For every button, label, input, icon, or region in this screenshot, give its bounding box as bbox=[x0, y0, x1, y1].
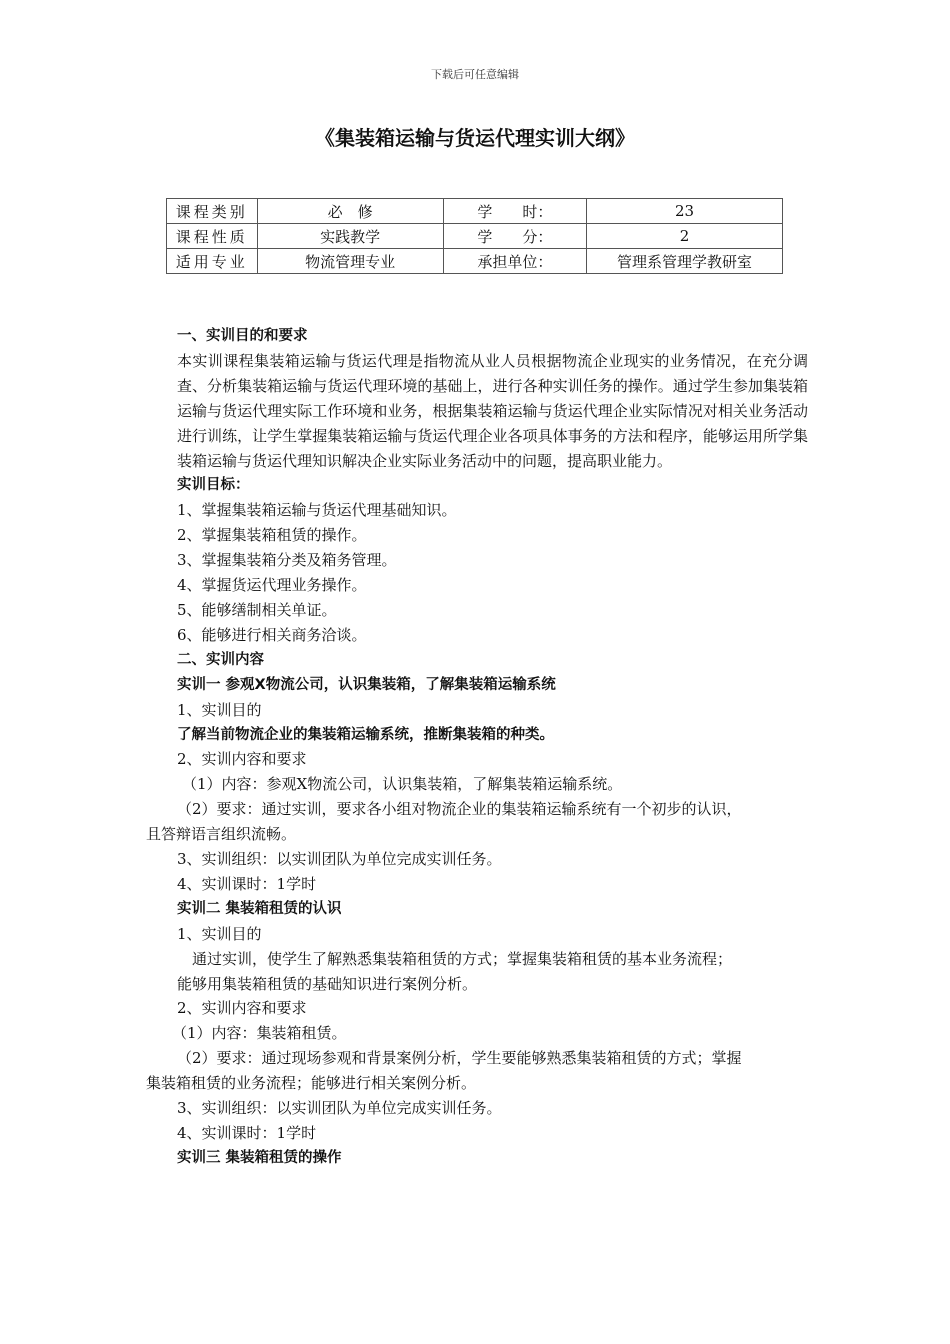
document-body bbox=[146, 324, 808, 1171]
purpose-text: 通过实训，使学生了解熟悉集装箱租赁的方式；掌握集装箱租赁的基本业务流程； bbox=[192, 949, 733, 968]
organization-text: 3、实训组织：以实训团队为单位完成实训任务。 bbox=[177, 1099, 502, 1118]
table-cell: 承担单位： bbox=[443, 249, 586, 274]
purpose-label: 1、实训目的 bbox=[177, 700, 262, 719]
purpose-text-cont: 能够用集装箱租赁的基础知识进行案例分析。 bbox=[177, 974, 478, 993]
goal-item: 6、能够进行相关商务洽谈。 bbox=[177, 625, 367, 644]
table-cell: 适用专业 bbox=[167, 249, 258, 274]
goals-heading: 实训目标： bbox=[177, 477, 250, 494]
training-heading: 实训一 参观X物流公司，认识集装箱，了解集装箱运输系统 bbox=[177, 676, 556, 693]
table-cell: 学 分： bbox=[443, 224, 586, 249]
content-label: 2、实训内容和要求 bbox=[177, 999, 307, 1018]
goal-item: 3、掌握集装箱分类及箱务管理。 bbox=[177, 551, 397, 570]
table-cell: 课程类别 bbox=[167, 199, 258, 224]
content-label: 2、实训内容和要求 bbox=[177, 750, 307, 769]
goal-item: 4、掌握货运代理业务操作。 bbox=[177, 576, 367, 595]
goal-item: 2、掌握集装箱租赁的操作。 bbox=[177, 526, 367, 545]
hours-text: 4、实训课时：1学时 bbox=[177, 874, 317, 893]
goal-item: 5、能够缮制相关单证。 bbox=[177, 600, 337, 619]
table-cell: 实践教学 bbox=[257, 224, 443, 249]
section-heading: 二、实训内容 bbox=[177, 651, 264, 668]
course-info-table bbox=[166, 198, 783, 274]
table-row bbox=[167, 249, 783, 274]
intro-paragraph: 本实训课程集装箱运输与货运代理是指物流从业人员根据物流企业现实的业务情况，在充分调查、分析集装箱运输与货运代理环境的基础上，进行各种实训任务的操作。通过学生参加集装箱运输与货运代理实际工作环境和业务，根据集装箱运输与货运代理企业实际情况对相关业务活动进行训练，让学生掌握集装箱运输与货运代理企业各项具体事务的方法和程序，能够运用所学集装箱运输与货运代理知识解决企业实际业务活动中的问题，提高职业能力。 bbox=[177, 351, 808, 470]
requirement-text-cont: 集装箱租赁的业务流程；能够进行相关案例分析。 bbox=[146, 1074, 477, 1093]
training-heading: 实训三 集装箱租赁的操作 bbox=[177, 1149, 342, 1166]
goal-item: 1、掌握集装箱运输与货运代理基础知识。 bbox=[177, 501, 457, 520]
table-cell: 管理系管理学教研室 bbox=[587, 249, 783, 274]
table-cell: 物流管理专业 bbox=[257, 249, 443, 274]
requirement-text: （2）要求：通过实训，要求各小组对物流企业的集装箱运输系统有一个初步的认识， bbox=[177, 800, 742, 819]
training-heading: 实训二 集装箱租赁的认识 bbox=[177, 900, 342, 917]
header-note: 下载后可任意编辑 bbox=[431, 68, 519, 81]
table-cell: 23 bbox=[587, 199, 783, 224]
section-heading: 一、实训目的和要求 bbox=[177, 328, 308, 344]
content-text: （1）内容：参观X物流公司，认识集装箱，了解集装箱运输系统。 bbox=[182, 775, 623, 794]
requirement-text: （2）要求：通过现场参观和背景案例分析，学生要能够熟悉集装箱租赁的方式；掌握 bbox=[177, 1049, 742, 1068]
hours-text: 4、实训课时：1学时 bbox=[177, 1124, 317, 1142]
table-cell: 课程性质 bbox=[167, 224, 258, 249]
purpose-label: 1、实训目的 bbox=[177, 924, 262, 943]
requirement-text-cont: 且答辩语言组织流畅。 bbox=[146, 825, 297, 844]
organization-text: 3、实训组织：以实训团队为单位完成实训任务。 bbox=[177, 850, 502, 869]
table-row bbox=[167, 224, 783, 249]
table-cell: 必 修 bbox=[257, 199, 443, 224]
document-title: 《集装箱运输与货运代理实训大纲》 bbox=[315, 126, 635, 150]
content-text: （1）内容：集装箱租赁。 bbox=[172, 1024, 347, 1043]
table-cell: 2 bbox=[587, 224, 783, 249]
table-row bbox=[167, 199, 783, 224]
table-cell: 学 时： bbox=[443, 199, 586, 224]
purpose-text: 了解当前物流企业的集装箱运输系统，推断集装箱的种类。 bbox=[177, 726, 554, 743]
